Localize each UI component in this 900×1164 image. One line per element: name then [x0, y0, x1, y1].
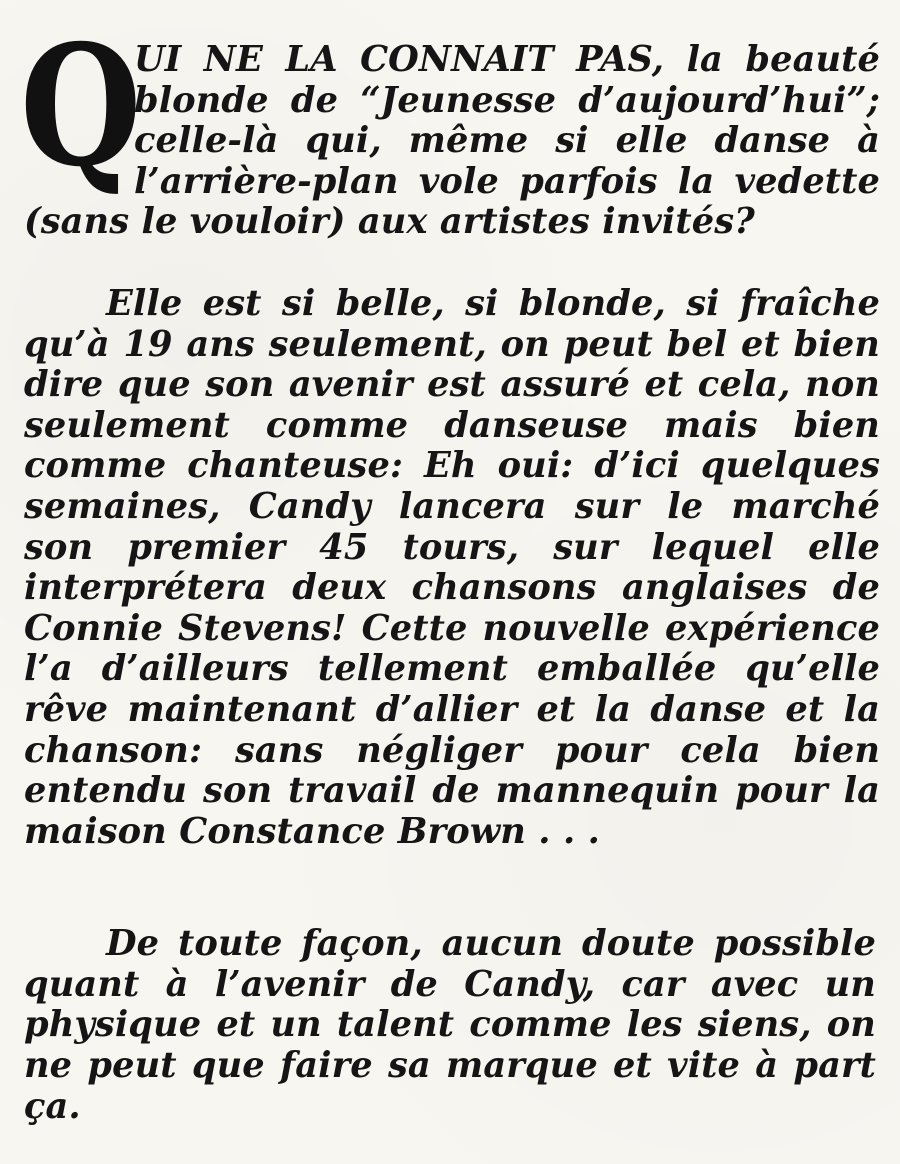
paragraph-3: De toute façon, aucun doute possible quant à l’avenir de Candy, car avec un physique et un talent comme les siens, on ne peut que faire sa marque et vite à part ça. [24, 923, 876, 1127]
paragraph-2: Elle est si belle, si blonde, si fraîche qu’à 19 ans seulement, on peut bel et bien dire que son avenir est assuré et cela, non seulement comme danseuse mais bien comme chanteuse: Eh oui: d’ici quelques semaines, Candy lancera sur le marché son premier 45 tours, sur lequel elle interprétera deux chansons anglaises de Connie Stevens! Cette nouvelle expérience l’a d’ailleurs tellement emballée qu’elle rêve maintenant d’allier et la danse et la chanson: sans négliger pour cela bien entendu son travail de mannequin pour la maison Constance Brown . . . [24, 282, 880, 852]
drop-cap: Q [20, 9, 142, 204]
paragraph-1 [20, 9, 880, 243]
paragraph-1-text: la beauté blonde de “Jeunesse d’aujourd’hui”; celle-là qui, même si elle danse à l’arrière-plan vole parfois la vedette (sans le vouloir) aux artistes invités? [24, 39, 880, 243]
article-body [20, 9, 880, 1127]
paragraph-1-lead: UI NE LA CONNAIT PAS, [134, 39, 665, 80]
